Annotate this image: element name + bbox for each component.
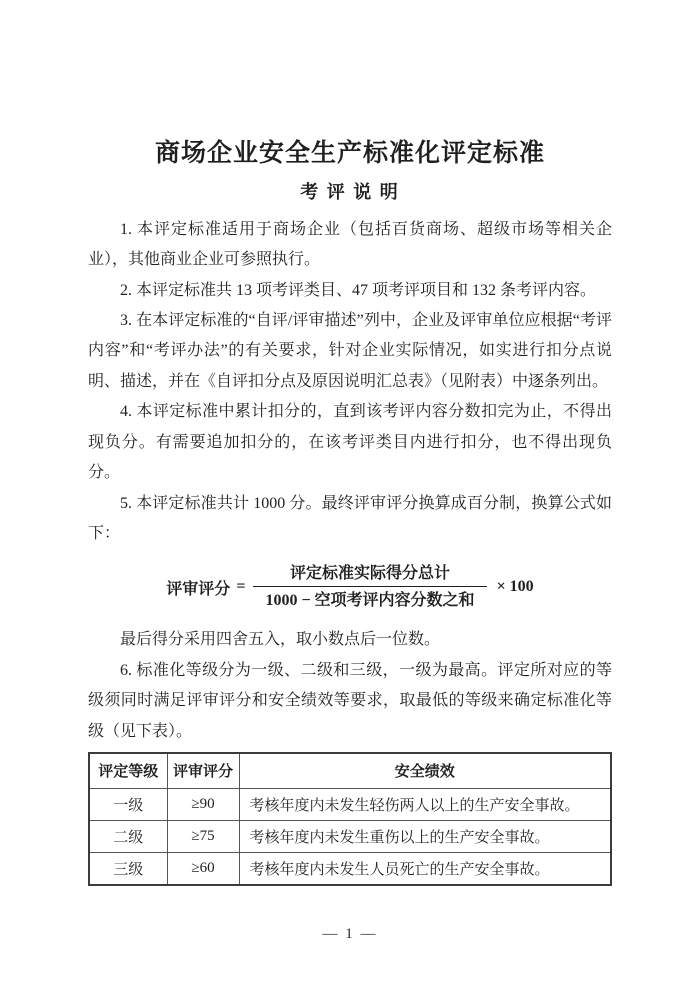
header-grade: 评定等级: [89, 753, 167, 789]
grade-cell: 一级: [89, 788, 167, 820]
table-row: [89, 852, 611, 885]
performance-cell: 考核年度内未发生重伤以上的生产安全事故。: [239, 820, 611, 852]
document-content: [88, 0, 612, 942]
performance-cell: 考核年度内未发生人员死亡的生产安全事故。: [239, 852, 611, 885]
header-performance: 安全绩效: [239, 753, 611, 789]
table-row: [89, 788, 611, 820]
formula-fraction: [253, 565, 486, 610]
paragraph-1: 1. 本评定标准适用于商场企业（包括百货商场、超级市场等相关企业），其他商业企业可参照执行。: [88, 220, 612, 269]
paragraph-3: 3. 在本评定标准的“自评/评审描述”列中，企业及评审单位应根据“考评内容”和“考评办法”的有关要求，针对企业实际情况，如实进行扣分点说明、描述，并在《自评扣分点及原因说明汇总表》（见附表）中逐条列出。: [88, 312, 612, 390]
grade-cell: 二级: [89, 820, 167, 852]
grade-criteria-table: [88, 752, 612, 886]
table-row: [89, 820, 611, 852]
body-text: [88, 215, 612, 886]
paragraph-6: 6. 标准化等级分为一级、二级和三级，一级为最高。评定所对应的等级须同时满足评审评分和安全绩效等要求，取最低的等级来确定标准化等级（见下表）。: [88, 661, 612, 740]
score-cell: ≥75: [167, 820, 239, 852]
formula-lhs: 评审评分: [166, 580, 231, 598]
document-subtitle: 考 评 说 明: [300, 182, 400, 203]
table-header-row: [89, 753, 611, 789]
paragraph-5: 5. 本评定标准共计 1000 分。最终评审评分换算成百分制，换算公式如下：: [88, 494, 612, 542]
score-cell: ≥90: [167, 788, 239, 820]
header-score: 评审评分: [167, 753, 239, 789]
formula-numerator: 评定标准实际得分总计: [289, 564, 450, 582]
formula-multiplier: × 100: [496, 578, 534, 596]
formula-equals-sign: =: [236, 578, 246, 596]
document-title: 商场企业安全生产标准化评定标准: [154, 140, 545, 167]
score-conversion-formula: [88, 557, 612, 617]
page-number: — 1 —: [322, 926, 378, 942]
paragraph-2: 2. 本评定标准共 13 项考评类目、47 项考评项目和 132 条考评内容。: [120, 281, 597, 299]
formula-denominator: 1000 − 空项考评内容分数之和: [253, 586, 486, 610]
paragraph-rounding-note: 最后得分采用四舍五入，取小数点后一位数。: [120, 631, 441, 649]
paragraph-4: 4. 本评定标准中累计扣分的，直到该考评内容分数扣完为止，不得出现负分。有需要追加扣分的，在该考评类目内进行扣分，也不得出现负分。: [88, 403, 612, 482]
score-cell: ≥60: [167, 852, 239, 885]
performance-cell: 考核年度内未发生轻伤两人以上的生产安全事故。: [239, 788, 611, 820]
grade-cell: 三级: [89, 852, 167, 885]
